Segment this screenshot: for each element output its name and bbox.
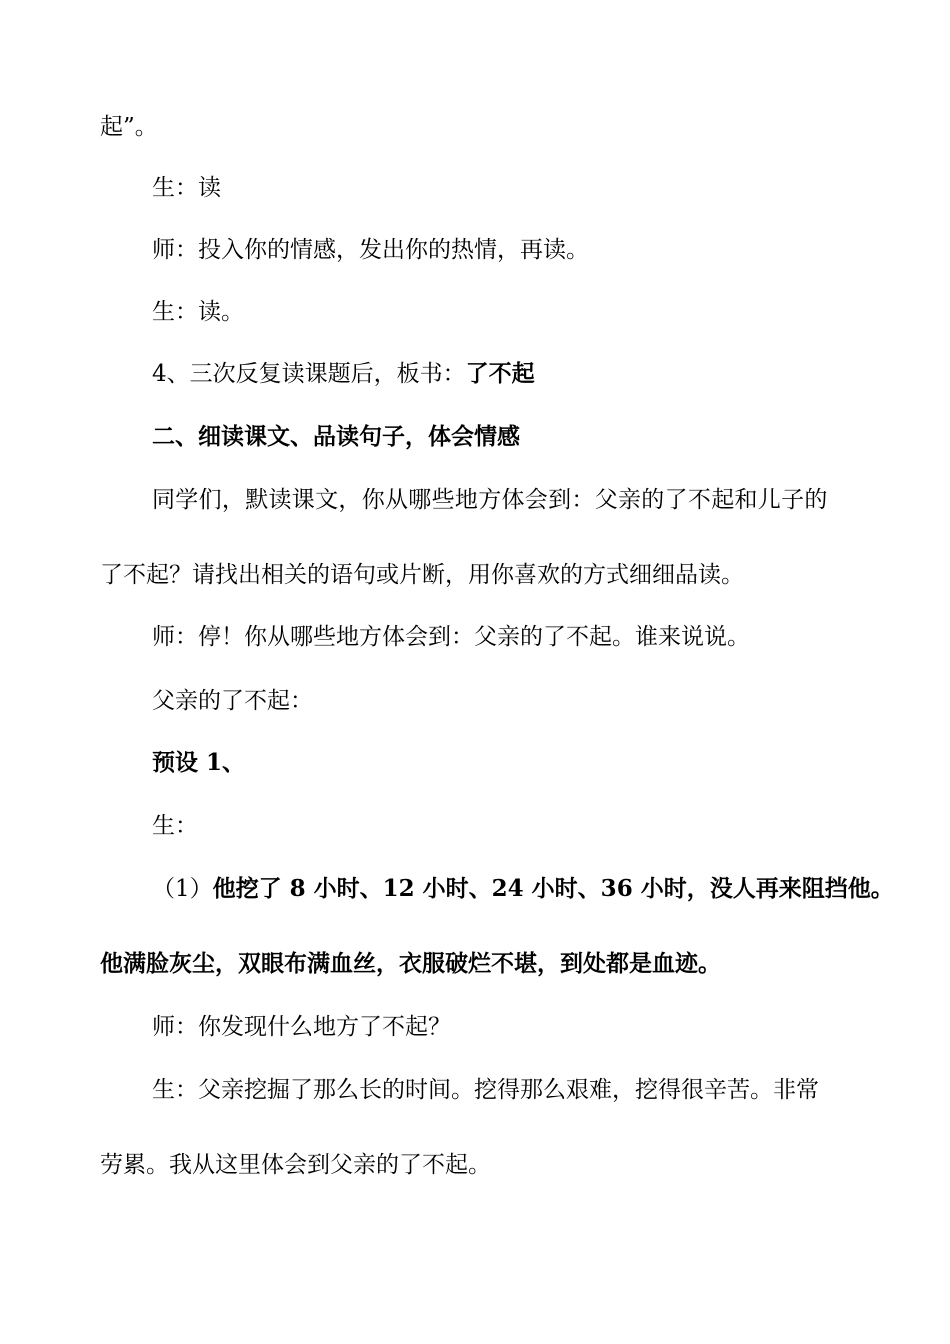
preset-heading: 预设 1、 — [152, 749, 246, 776]
paragraph-line — [152, 359, 932, 389]
board-writing: 了不起 — [465, 360, 535, 387]
quoted-sentence-line — [152, 874, 932, 904]
paragraph-line: 生：读。 — [152, 299, 244, 325]
quoted-sentence-continuation: 他满脸灰尘，双眼布满血丝，衣服破烂不堪，到处都是血迹。 — [100, 950, 721, 977]
paragraph-line: 生：读 — [152, 175, 221, 201]
paragraph-line: 劳累。我从这里体会到父亲的了不起。 — [100, 1152, 491, 1178]
paragraph-line: 起”。 — [100, 114, 158, 140]
paragraph-line: 父亲的了不起： — [152, 688, 313, 714]
paragraph-line: 师：停！你从哪些地方体会到：父亲的了不起。谁来说说。 — [152, 624, 750, 650]
paragraph-line: 师：投入你的情感，发出你的热情，再读。 — [152, 237, 589, 263]
paragraph-line: 生：父亲挖掘了那么长的时间。挖得那么艰难，挖得很辛苦。非常 — [152, 1077, 819, 1103]
paragraph-line: 生： — [152, 813, 198, 839]
line-prefix: 4、三次反复读课题后，板书： — [152, 361, 466, 387]
paragraph-line: 师：你发现什么地方了不起？ — [152, 1014, 451, 1040]
quoted-sentence: 他挖了 8 小时、12 小时、24 小时、36 小时，没人再来阻挡他。 — [212, 875, 894, 902]
item-number: （1） — [152, 876, 213, 902]
section-heading: 二、细读课文、品读句子，体会情感 — [152, 423, 520, 450]
paragraph-line: 同学们，默读课文，你从哪些地方体会到：父亲的了不起和儿子的 — [152, 487, 828, 513]
paragraph-line: 了不起？请找出相关的语句或片断，用你喜欢的方式细细品读。 — [100, 562, 744, 588]
